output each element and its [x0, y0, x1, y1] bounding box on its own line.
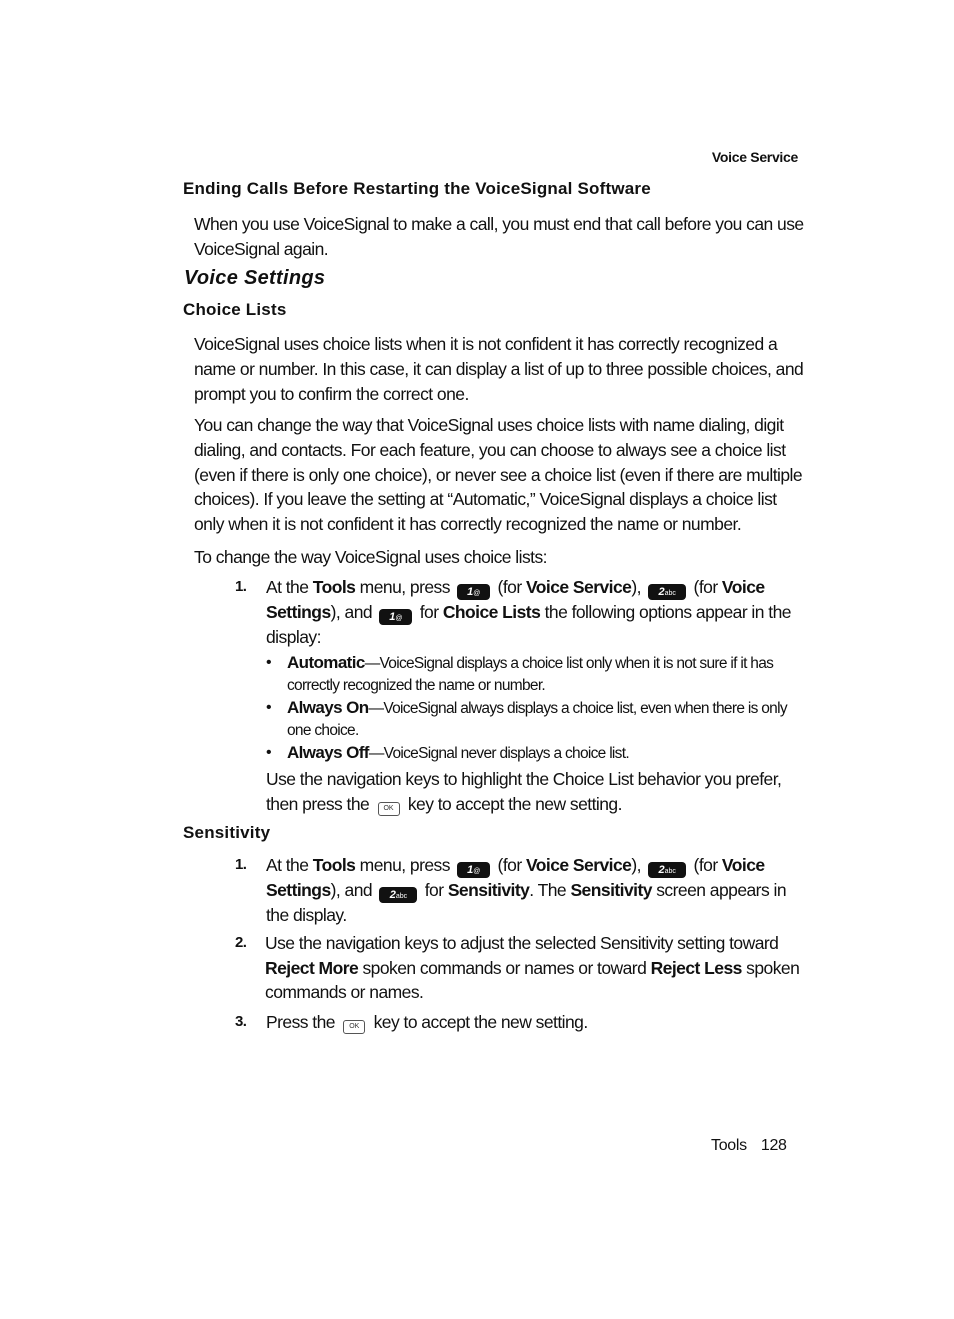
- step-number: 3.: [235, 1013, 247, 1030]
- step-text: (for: [689, 577, 722, 597]
- step-bold-text: Choice Lists: [442, 602, 541, 622]
- step-text: ),: [631, 577, 646, 597]
- sensitivity-step-1: [235, 853, 810, 928]
- step-text: for: [420, 880, 448, 900]
- key-1-icon: [379, 609, 412, 625]
- step-bold-text: Tools: [312, 855, 356, 875]
- step-text: Use the navigation keys to highlight the Choice List behavior you prefer, then press the: [266, 769, 782, 814]
- bullet-term: Always On: [287, 698, 369, 717]
- section-heading-ending-calls: Ending Calls Before Restarting the VoiceSignal Software: [183, 179, 651, 198]
- step-text: . The: [529, 880, 571, 900]
- key-1-icon: [457, 862, 490, 878]
- step-bold-text: Sensitivity: [570, 880, 652, 900]
- choice-lists-after-text: [266, 767, 806, 816]
- step-text: spoken commands or names.: [265, 957, 800, 1003]
- step-text: key to accept the new setting.: [403, 793, 622, 814]
- step-body: [266, 1010, 810, 1035]
- key-digit: 2: [389, 889, 396, 901]
- sensitivity-step-3: [235, 1010, 810, 1035]
- step-text: spoken commands or names or toward: [358, 957, 651, 978]
- step-text: Press the: [266, 1012, 340, 1032]
- step-bold-text: Reject More: [265, 957, 359, 978]
- step-text: ), and: [330, 602, 377, 622]
- step-number: 2.: [235, 934, 247, 951]
- step-body: [266, 575, 810, 650]
- key-2-icon: [379, 887, 417, 903]
- step-text: Use the navigation keys to adjust the selected Sensitivity setting toward: [265, 933, 779, 953]
- step-bold-text: Reject Less: [650, 957, 742, 978]
- choice-lists-paragraph-2: You can change the way that VoiceSignal uses choice lists with name dialing, digit dialing, and contacts. For each feature, you can choose to always see a choice list (even if there is only one choice), or never see a choice list (even if there are multiple choices). If you leave the setting at “Automatic,” VoiceSignal displays a choice list only when it is not confident it has correctly recognized the name or number.: [194, 415, 803, 535]
- key-digit: 2: [658, 864, 665, 876]
- step-number: 1.: [235, 856, 247, 873]
- step-text: menu, press: [355, 577, 455, 597]
- running-head: Voice Service: [711, 149, 798, 165]
- choice-lists-paragraph-1: VoiceSignal uses choice lists when it is not confident it has correctly recognized a name or number. In this case, it can display a list of up to three possible choices, and prompt you to confirm the correct one.: [194, 334, 804, 404]
- step-bold-text: Tools: [312, 577, 356, 597]
- step-text: (for: [493, 577, 526, 597]
- step-text: At the: [266, 577, 313, 597]
- bullet-term: Automatic: [287, 653, 365, 672]
- step-body: [266, 853, 810, 928]
- bullet-text: —VoiceSignal always displays a choice list, even when there is only one choice.: [287, 700, 787, 739]
- key-digit: 1: [467, 586, 474, 598]
- step-text: for: [415, 602, 443, 622]
- key-sub: @: [473, 868, 481, 875]
- key-sub: @: [395, 615, 403, 622]
- key-sub: abc: [664, 590, 676, 597]
- ok-key-icon: OK: [378, 802, 400, 816]
- page-footer: [711, 1137, 787, 1155]
- bullet-dot: •: [266, 744, 271, 761]
- bullet-dot: •: [266, 654, 271, 671]
- step-text: (for: [493, 855, 526, 875]
- choice-lists-heading: Choice Lists: [183, 300, 287, 319]
- sensitivity-heading: Sensitivity: [183, 823, 271, 842]
- footer-section: Tools: [711, 1137, 747, 1154]
- key-sub: @: [473, 590, 481, 597]
- bullet-term: Always Off: [287, 743, 369, 762]
- step-bold-text: Voice Settings: [266, 577, 765, 622]
- step-bold-text: Sensitivity: [447, 880, 530, 900]
- key-sub: abc: [664, 868, 676, 875]
- step-text: menu, press: [355, 855, 455, 875]
- step-text: ), and: [330, 880, 377, 900]
- step-text: key to accept the new setting.: [369, 1012, 588, 1032]
- sensitivity-step-2: [235, 931, 810, 1005]
- bullet-always-off: [266, 742, 806, 765]
- step-text: the following options appear in the display:: [266, 602, 791, 647]
- paragraph-ending-calls: When you use VoiceSignal to make a call, you must end that call before you can use VoiceSignal again.: [194, 214, 804, 259]
- bullet-dot: •: [266, 699, 271, 716]
- bullet-text: —VoiceSignal displays a choice list only when it is not sure if it has correctly recognized the name or number.: [287, 655, 774, 694]
- choice-lists-step-1: [235, 575, 810, 650]
- ok-key-icon: OK: [343, 1020, 365, 1034]
- key-digit: 2: [658, 586, 665, 598]
- key-2-icon: [648, 862, 686, 878]
- bullet-text: —VoiceSignal never displays a choice list.: [368, 745, 629, 762]
- page-number: 128: [760, 1137, 787, 1154]
- step-number: 1.: [235, 578, 247, 595]
- step-body: [265, 931, 810, 1005]
- step-text: At the: [266, 855, 313, 875]
- step-bold-text: Voice Service: [525, 855, 632, 875]
- step-text: (for: [689, 855, 722, 875]
- bullet-automatic: [266, 652, 806, 696]
- voice-settings-title: Voice Settings: [184, 267, 326, 289]
- choice-lists-paragraph-3: To change the way VoiceSignal uses choice lists:: [194, 547, 547, 567]
- bullet-always-on: [266, 697, 806, 741]
- step-bold-text: Voice Service: [525, 577, 632, 597]
- key-digit: 1: [389, 611, 396, 623]
- key-1-icon: [457, 584, 490, 600]
- step-text: ),: [631, 855, 646, 875]
- key-digit: 1: [467, 864, 474, 876]
- step-text: screen appears in the display.: [266, 880, 786, 925]
- key-2-icon: [648, 584, 686, 600]
- key-sub: abc: [395, 893, 408, 900]
- step-bold-text: Voice Settings: [266, 855, 765, 900]
